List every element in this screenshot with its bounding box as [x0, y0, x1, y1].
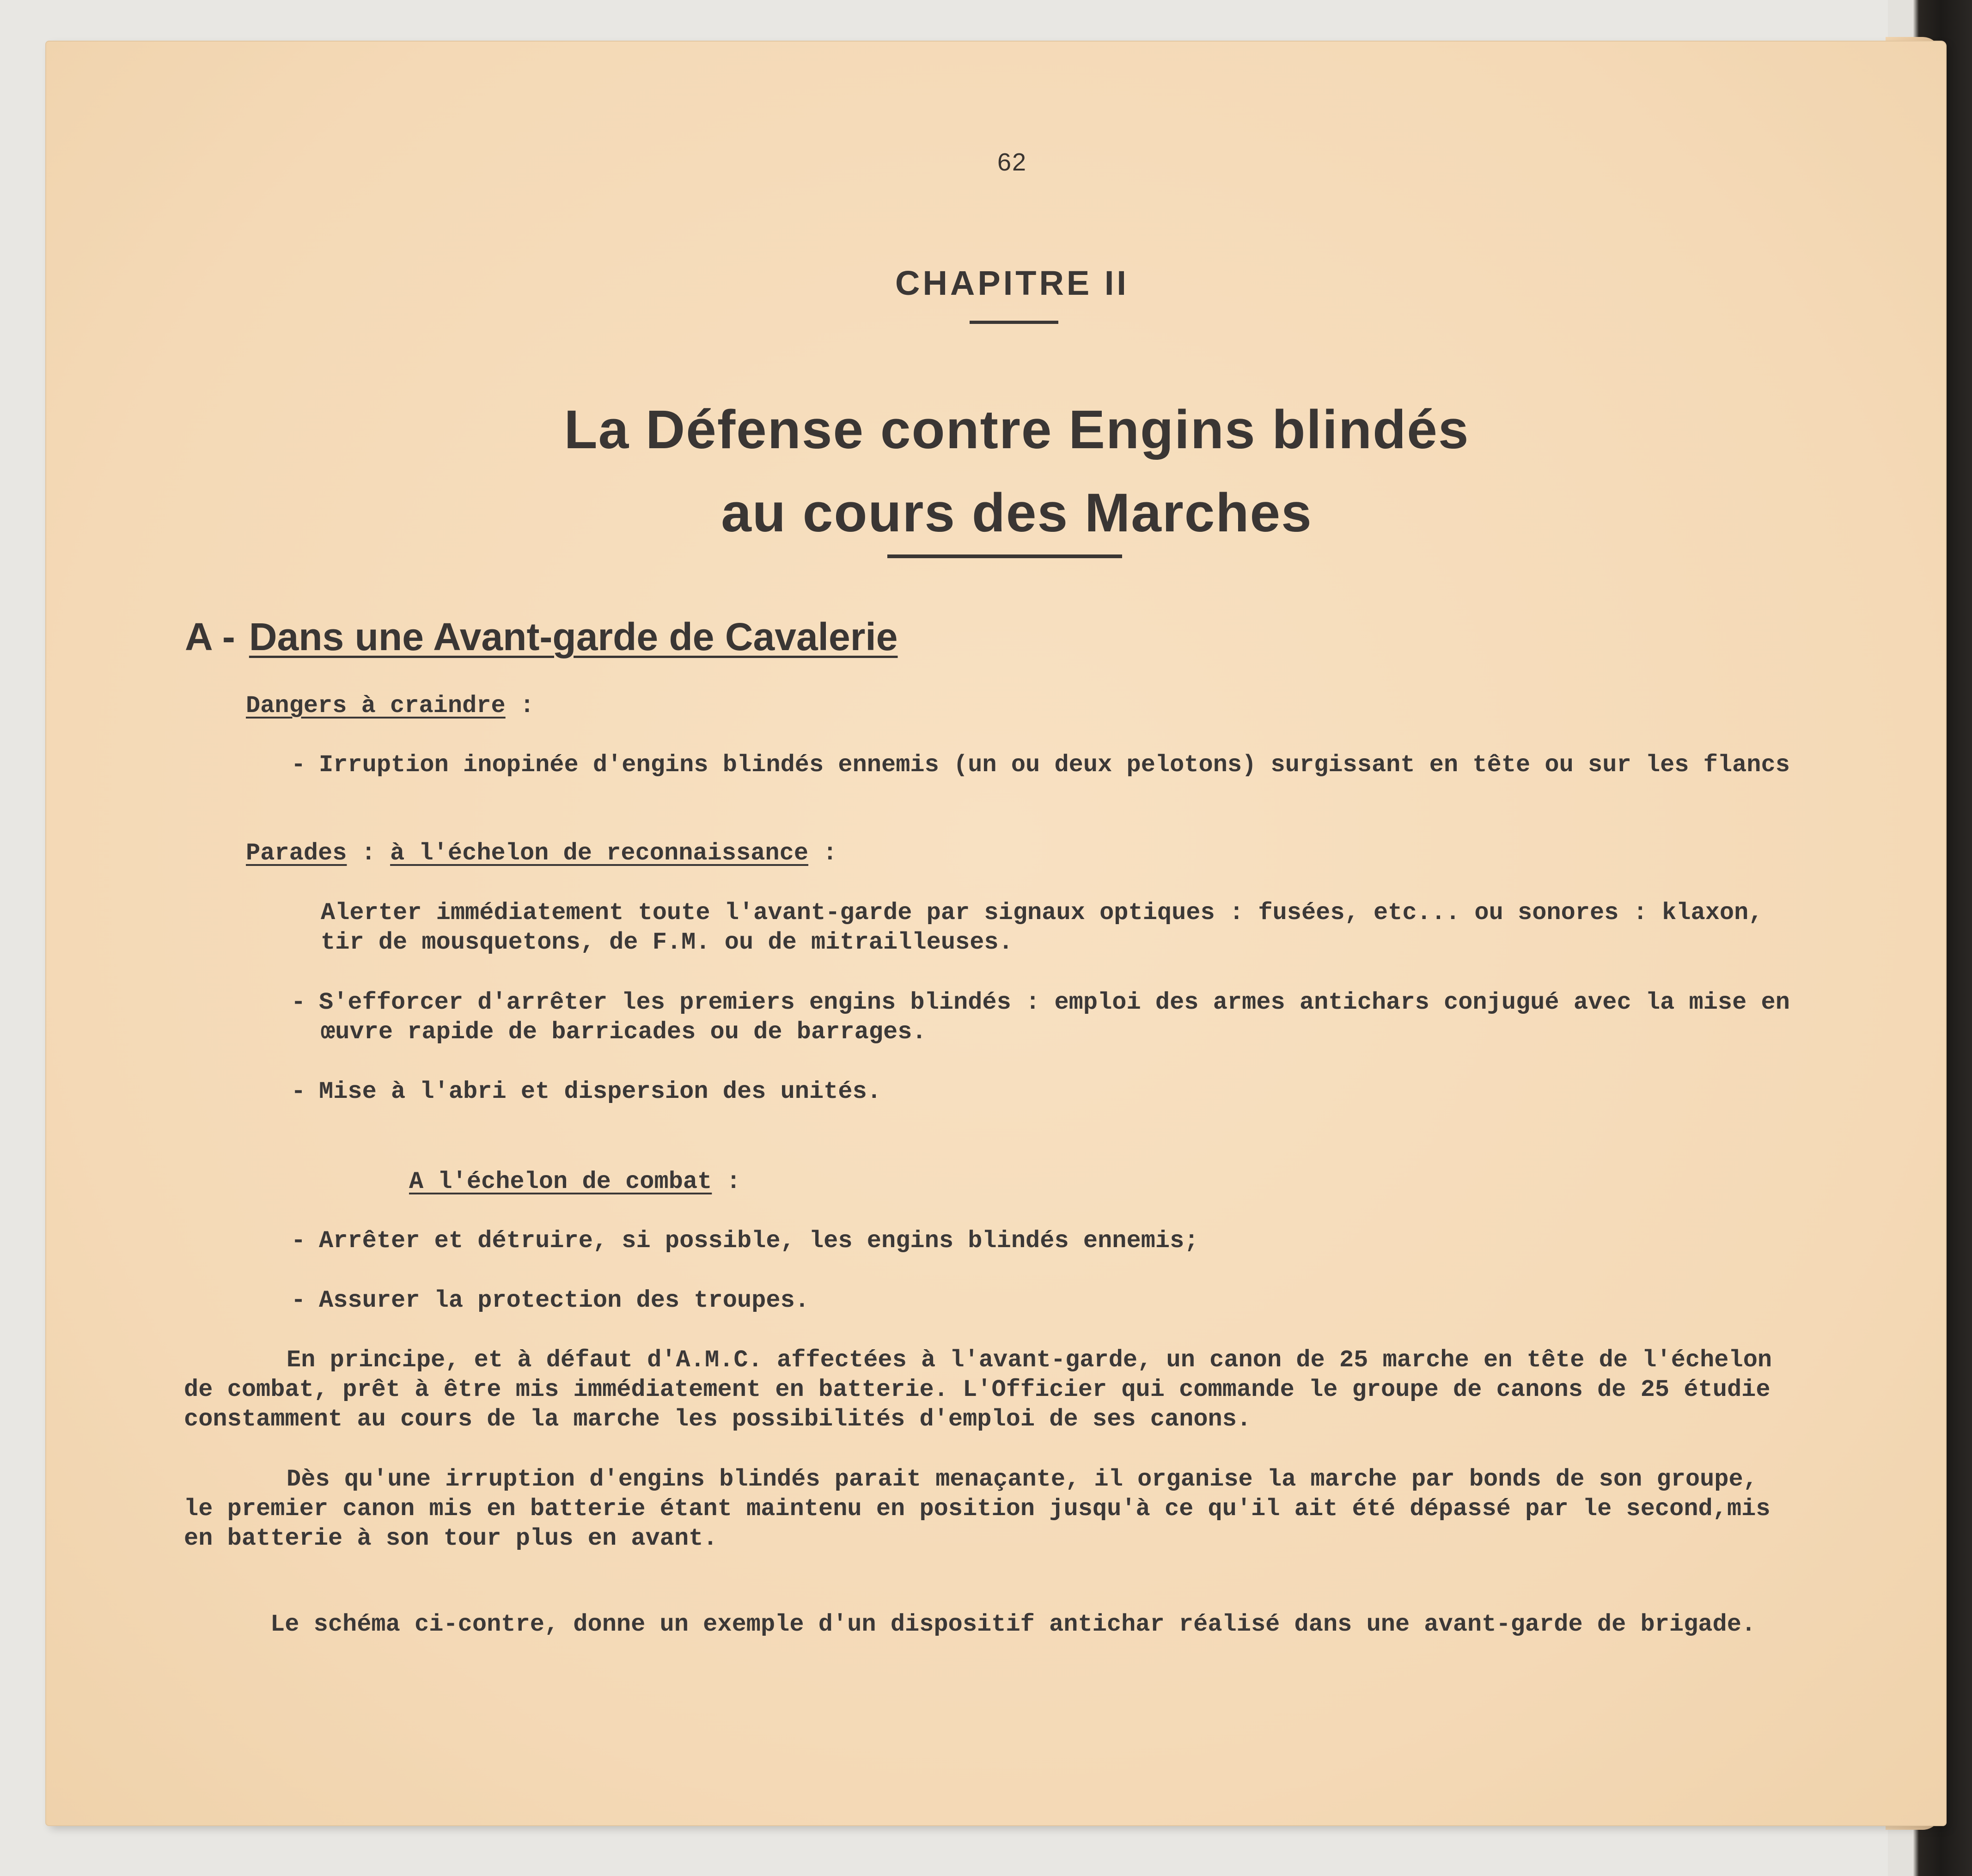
dangers-item	[291, 750, 1790, 780]
combat-label-line	[409, 1167, 741, 1197]
combat-label: A l'échelon de combat	[409, 1168, 712, 1195]
paragraph-2-line-3: en batterie à son tour plus en avant.	[184, 1525, 718, 1552]
page-number: 62	[997, 148, 1027, 176]
parades-separator: :	[361, 840, 376, 867]
recon-item-2-line-2: œuvre rapide de barricades ou de barrages.	[321, 1018, 927, 1046]
paragraph-2	[184, 1465, 1771, 1553]
recon-label: à l'échelon de reconnaissance	[390, 840, 809, 867]
dangers-colon: :	[519, 692, 535, 719]
section-title: Dans une Avant-garde de Cavalerie	[249, 615, 898, 658]
paragraph-2-line-1: Dès qu'une irruption d'engins blindés parait menaçante, il organise la marche par bonds de son groupe,	[287, 1466, 1758, 1493]
parades-label: Parades	[246, 840, 347, 867]
recon-item-3	[291, 1077, 881, 1107]
parades-label-line	[246, 839, 837, 868]
page-title	[416, 388, 1618, 554]
section-letter: A -	[185, 615, 235, 658]
recon-item-2	[291, 988, 1790, 1047]
combat-item-2-text: Assurer la protection des troupes.	[319, 1287, 809, 1314]
recon-colon: :	[823, 840, 837, 867]
paragraph-1	[184, 1346, 1772, 1434]
paragraph-1-line-1: En principe, et à défaut d'A.M.C. affectées à l'avant-garde, un canon de 25 marche en tête de l'échelon	[287, 1346, 1772, 1374]
bullet-dash: -	[291, 1078, 306, 1105]
paragraph-1-line-2: de combat, prêt à être mis immédiatement en batterie. L'Officier qui commande le groupe de canons de 25 étudie	[184, 1376, 1771, 1403]
bullet-dash: -	[291, 1227, 306, 1255]
recon-item-1	[321, 898, 1763, 957]
dangers-label-line	[246, 691, 534, 721]
paragraph-1-line-3: constamment au cours de la marche les possibilités d'emploi de ses canons.	[184, 1406, 1252, 1433]
dangers-label: Dangers à craindre	[246, 692, 506, 719]
bullet-dash: -	[291, 1287, 306, 1314]
bullet-dash: -	[291, 751, 306, 779]
title-rule	[887, 554, 1122, 558]
paragraph-3: Le schéma ci-contre, donne un exemple d'un dispositif antichar réalisé dans une avant-garde de brigade.	[270, 1611, 1756, 1638]
recon-item-2-line-1: S'efforcer d'arrêter les premiers engins blindés : emploi des armes antichars conjugué avec la mise en	[319, 989, 1790, 1016]
title-line-1: La Défense contre Engins blindés	[564, 399, 1470, 460]
section-a-heading	[185, 615, 897, 659]
paragraph-2-line-2: le premier canon mis en batterie étant maintenu en position jusqu'à ce qu'il ait été dépassé par le second,mis	[184, 1495, 1771, 1523]
recon-item-1-line-1: Alerter immédiatement toute l'avant-garde par signaux optiques : fusées, etc... ou sonores : klaxon,	[321, 899, 1763, 926]
chapter-heading: CHAPITRE II	[895, 264, 1129, 302]
combat-item-1-text: Arrêter et détruire, si possible, les engins blindés ennemis;	[319, 1227, 1199, 1255]
combat-item-2	[291, 1286, 809, 1316]
title-line-2: au cours des Marches	[721, 482, 1313, 543]
combat-item-1	[291, 1226, 1199, 1256]
chapter-rule	[970, 321, 1058, 324]
bullet-dash: -	[291, 989, 306, 1016]
recon-item-3-text: Mise à l'abri et dispersion des unités.	[319, 1078, 881, 1105]
combat-colon: :	[726, 1168, 741, 1195]
dangers-item-text: Irruption inopinée d'engins blindés ennemis (un ou deux pelotons) surgissant en tête ou sur les flancs	[319, 751, 1790, 779]
recon-item-1-line-2: tir de mousquetons, de F.M. ou de mitrailleuses.	[321, 929, 1013, 956]
